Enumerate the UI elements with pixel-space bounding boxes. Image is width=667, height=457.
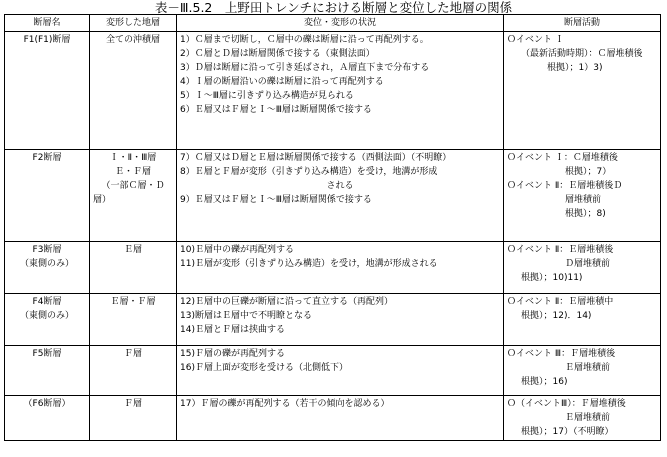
status-line: 11)Ｅ層が変形（引きずり込み構造）を受け，地溝が形成される [180, 259, 438, 269]
fault-name: F2断層 [32, 153, 62, 163]
activity-line: Ｅ層堆積前 [565, 413, 611, 423]
status-line: 1）Ｃ層まで切断し，Ｃ層中の礫は断層に沿って再配列する。 [180, 35, 429, 45]
strata-text: 全ての沖積層 [105, 35, 160, 45]
activity-line: Ｏイベント Ⅱ：Ｅ層堆積後Ｄ [507, 181, 623, 191]
activity-line: 層堆積前 [565, 195, 602, 205]
status-cell [177, 242, 504, 294]
strata-text: （一部Ｃ層・Ｄ [101, 181, 165, 191]
fault-name: F3断層 [32, 245, 62, 255]
header-fault-name: 断層名 [5, 15, 90, 32]
status-cell [177, 32, 504, 150]
status-line: 4）Ｉ層の断層沿いの礫は断層に沿って再配列する [180, 77, 384, 87]
table-row [5, 396, 661, 441]
table-row [5, 294, 661, 346]
strata-text: Ｅ・Ｆ層 [114, 167, 151, 177]
strata-cell [90, 346, 177, 396]
header-displacement-status: 変位・変形の状況 [177, 15, 504, 32]
fault-relation-table [4, 14, 661, 441]
strata-cell [90, 150, 177, 242]
status-cell [177, 294, 504, 346]
activity-line: Ｏ（イベントⅢ）：Ｆ層堆積後 [507, 399, 626, 409]
status-line: 12)Ｅ層中の巨礫が断層に沿って直立する（再配列） [180, 297, 393, 307]
fault-name: F4断層 [32, 297, 62, 307]
activity-line: 根拠）；8) [565, 209, 606, 219]
strata-cell [90, 294, 177, 346]
fault-note: （東側のみ） [19, 311, 74, 321]
status-line: 10)Ｅ層中の礫が再配列する [180, 245, 294, 255]
status-line: 6）Ｅ層又はＦ層とＩ～Ⅲ層は断層関係で接する [180, 105, 372, 115]
strata-text: Ｉ・Ⅱ・Ⅲ層 [109, 153, 157, 163]
fault-name-cell [5, 294, 90, 346]
activity-cell [504, 242, 661, 294]
fault-name-cell [5, 32, 90, 150]
fault-name: F1(F1)断層 [23, 35, 71, 45]
status-line: 14)Ｅ層とＦ層は挟曲する [180, 325, 285, 335]
status-line: 3）Ｄ層は断層に沿って引き延ばされ，Ａ層直下まで分布する [180, 63, 430, 73]
activity-line: Ｏイベント Ｉ：Ｃ層堆積後 [507, 153, 618, 163]
status-line: される [326, 181, 354, 191]
fault-table-container [4, 14, 660, 440]
activity-cell [504, 294, 661, 346]
activity-line: 根拠）；12)．14) [521, 311, 592, 321]
activity-line: Ｏイベント Ⅱ：Ｅ層堆積後 [507, 245, 614, 255]
fault-name: （F6断層） [23, 399, 71, 409]
strata-cell [90, 242, 177, 294]
table-row [5, 32, 661, 150]
strata-text: Ｆ層 [123, 399, 142, 409]
activity-line: （最新活動時期）：Ｃ層堆積後 [521, 49, 643, 59]
strata-text: 層） [93, 195, 112, 205]
activity-line: 根拠）；7） [565, 167, 612, 177]
activity-line: Ｄ層堆積前 [565, 259, 611, 269]
fault-note: （東側のみ） [19, 259, 74, 269]
strata-text: Ｆ層 [123, 349, 142, 359]
table-title: 表－Ⅲ.5.2 上野田トレンチにおける断層と変位した地層の関係 [154, 0, 513, 15]
table-row [5, 346, 661, 396]
strata-cell [90, 396, 177, 441]
status-line: 7）Ｃ層又はＤ層とＥ層は断層関係で接する（西側法面）（不明瞭） [180, 153, 452, 163]
activity-cell [504, 32, 661, 150]
activity-cell [504, 396, 661, 441]
activity-line: Ｅ層堆積前 [565, 363, 611, 373]
header-row [5, 15, 661, 32]
fault-name-cell [5, 396, 90, 441]
activity-line: 根拠）；10)11) [521, 273, 583, 283]
table-row [5, 150, 661, 242]
fault-name-cell [5, 150, 90, 242]
status-line: 13)断層はＥ層中で不明瞭となる [180, 311, 312, 321]
activity-line: 根拠）；17）（不明瞭） [521, 427, 614, 437]
status-cell [177, 346, 504, 396]
strata-cell [90, 32, 177, 150]
activity-cell [504, 346, 661, 396]
activity-line: Ｏイベント Ⅱ：Ｅ層堆積中 [507, 297, 614, 307]
status-cell [177, 396, 504, 441]
activity-line: Ｏイベント Ｉ [507, 35, 564, 45]
activity-line: 根拠）；1）3) [547, 63, 603, 73]
table-row [5, 242, 661, 294]
activity-cell [504, 150, 661, 242]
header-fault-activity: 断層活動 [504, 15, 661, 32]
fault-name: F5断層 [32, 349, 62, 359]
status-line: 5）Ｉ～Ⅲ層に引きずり込み構造が見られる [180, 91, 354, 101]
status-line: 17）Ｆ層の礫が再配列する（若干の傾向を認める） [180, 399, 390, 409]
status-line: 15)Ｆ層の礫が再配列する [180, 349, 285, 359]
activity-line: 根拠）；16) [521, 377, 568, 387]
status-cell [177, 150, 504, 242]
fault-name-cell [5, 346, 90, 396]
strata-text: Ｅ層・Ｆ層 [110, 297, 156, 307]
header-deformed-strata: 変形した地層 [90, 15, 177, 32]
activity-line: Ｏイベント Ⅲ：Ｆ層堆積後 [507, 349, 616, 359]
status-line: 8）Ｅ層とＦ層が変形（引きずり込み構造）を受け，地溝が形成 [180, 167, 438, 177]
status-line: 9）Ｅ層又はＦ層とＩ～Ⅲ層は断層関係で接する [180, 195, 372, 205]
status-line: 16)Ｆ層上面が変形を受ける（北側低下） [180, 363, 348, 373]
status-line: 2）Ｃ層とＤ層は断層関係で接する（東側法面） [180, 49, 375, 59]
strata-text: Ｅ層 [123, 245, 142, 255]
fault-name-cell [5, 242, 90, 294]
